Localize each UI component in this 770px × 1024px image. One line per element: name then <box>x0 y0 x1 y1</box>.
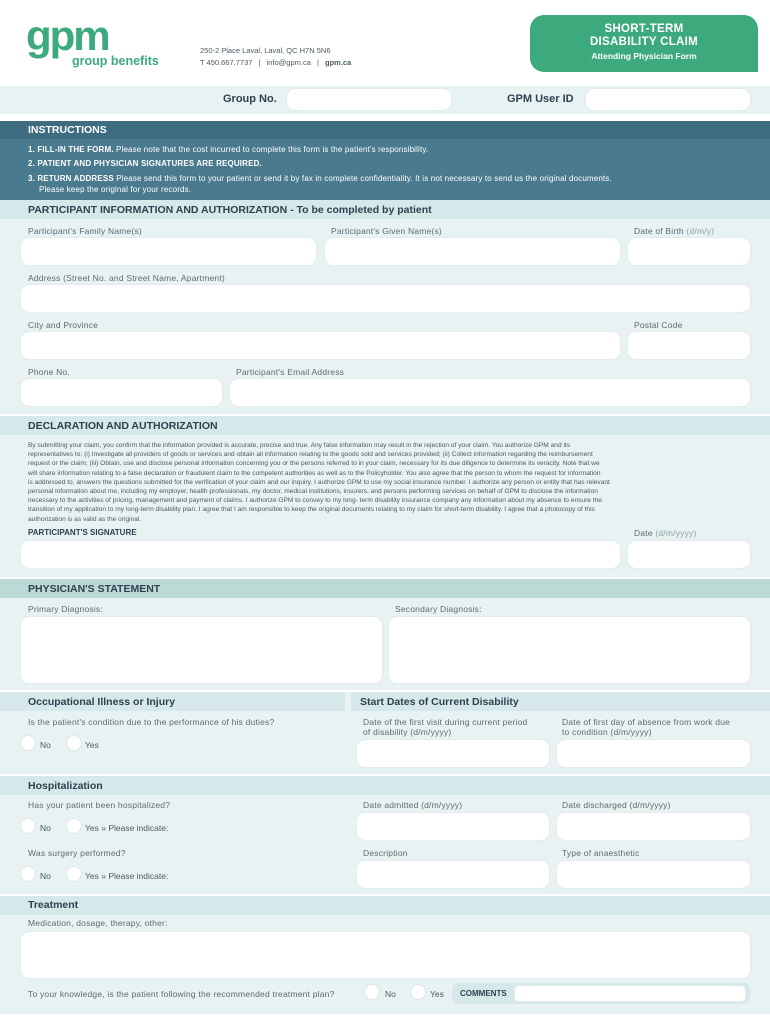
treatment-no-radio[interactable] <box>364 984 380 1000</box>
family-name-label: Participant's Family Name(s) <box>28 226 142 236</box>
surgery-no-label: No <box>40 871 51 881</box>
dob-label-text: Date of Birth <box>634 226 684 236</box>
group-no-field[interactable] <box>286 88 452 111</box>
instruction-2-bold: 2. PATIENT AND PHYSICIAN SIGNATURES ARE REQUIRED. <box>28 159 262 168</box>
first-visit-label <box>363 717 527 737</box>
logo-subtitle: group benefits <box>72 54 159 68</box>
participant-title: PARTICIPANT INFORMATION AND AUTHORIZATION - To be completed by patient <box>28 204 432 216</box>
hospitalized-no-label: No <box>40 823 51 833</box>
contact-phone: T 450.667.7737 <box>200 58 253 67</box>
declaration-date-label <box>634 528 697 538</box>
given-name-label: Participant's Given Name(s) <box>331 226 442 236</box>
discharged-field[interactable] <box>556 812 751 841</box>
treatment-no-label: No <box>385 989 396 999</box>
hospitalization-title-band <box>0 776 770 795</box>
email-field[interactable] <box>229 378 751 407</box>
first-visit-field[interactable] <box>356 739 550 768</box>
phone-label: Phone No. <box>28 367 70 377</box>
city-label: City and Province <box>28 320 99 330</box>
treatment-yes-label: Yes <box>430 989 444 999</box>
address-field[interactable] <box>20 284 751 313</box>
surgery-question: Was surgery performed? <box>28 848 126 858</box>
surgery-no-radio[interactable] <box>20 866 36 882</box>
dob-label <box>634 226 714 236</box>
hospitalized-yes-label: Yes » Please indicate: <box>85 823 169 833</box>
anaesthetic-field[interactable] <box>556 860 751 889</box>
company-address: 250-2 Place Laval, Laval, QC H7N 5N6 <box>200 46 331 55</box>
group-no-label: Group No. <box>223 93 277 105</box>
instruction-1 <box>28 145 428 154</box>
physician-title: PHYSICIAN'S STATEMENT <box>28 583 161 595</box>
form-subtitle: Attending Physician Form <box>591 51 697 61</box>
treatment-yes-radio[interactable] <box>410 984 426 1000</box>
form-title-line1: SHORT-TERM <box>604 23 684 35</box>
declaration-date-format: (d/m/yyyy) <box>655 528 697 538</box>
contact-email: info@gpm.ca <box>266 58 311 67</box>
secondary-diagnosis-field[interactable] <box>388 616 751 684</box>
declaration-date-field[interactable] <box>627 540 751 569</box>
address-label: Address (Street No. and Street Name, Apartment) <box>28 273 225 283</box>
user-id-field[interactable] <box>585 88 751 111</box>
postal-field[interactable] <box>627 331 751 360</box>
surgery-yes-label: Yes » Please indicate: <box>85 871 169 881</box>
declaration-line-7: necessary to the activities of pricing, management and payment of claims. I authorize GPM to convey to my long- term disability insurance company any information about my absence to ensure the <box>28 497 602 505</box>
dob-field[interactable] <box>627 237 751 266</box>
signature-field[interactable] <box>20 540 621 569</box>
form-title-tab <box>530 15 758 72</box>
family-name-field[interactable] <box>20 237 317 266</box>
first-visit-label-l1: Date of the first visit during current period <box>363 717 528 727</box>
contact-separator-2: | <box>316 58 319 67</box>
secondary-diagnosis-label: Secondary Diagnosis: <box>395 604 482 614</box>
hospitalized-yes-radio[interactable] <box>66 818 82 834</box>
given-name-field[interactable] <box>324 237 621 266</box>
comments-field[interactable] <box>514 985 746 1002</box>
instruction-3-cont: Please keep the original for your records. <box>39 185 192 194</box>
declaration-line-5: is addressed to, answers the questions submitted for the verification of your claim and our inquiry. I authorize GPM to use my social insurance number. I authorize any person or entity that has relevant <box>28 478 610 486</box>
start-dates-title: Start Dates of Current Disability <box>360 696 519 708</box>
instructions-band <box>0 121 770 139</box>
company-contact <box>200 58 351 67</box>
instruction-1-bold: 1. FILL-IN THE FORM. <box>28 145 114 154</box>
occupational-question: Is the patient's condition due to the performance of his duties? <box>28 717 275 727</box>
declaration-title: DECLARATION AND AUTHORIZATION <box>28 420 218 432</box>
postal-label: Postal Code <box>634 320 683 330</box>
discharged-label: Date discharged (d/m/yyyy) <box>562 800 671 810</box>
admitted-field[interactable] <box>356 812 550 841</box>
occupational-title: Occupational Illness or Injury <box>28 696 176 708</box>
contact-separator: | <box>258 58 261 67</box>
declaration-text <box>28 441 746 524</box>
treatment-plan-question: To your knowledge, is the patient following the recommended treatment plan? <box>28 989 335 999</box>
occupational-yes-radio[interactable] <box>66 735 82 751</box>
description-field[interactable] <box>356 860 550 889</box>
comments-label: COMMENTS <box>460 989 507 998</box>
occupational-no-label: No <box>40 740 51 750</box>
admitted-label: Date admitted (d/m/yyyy) <box>363 800 463 810</box>
declaration-line-8: transition of my application to my long-term disability plan. I agree that I am responsible to keep the original documents relating to my claim for short-term disability. I agree that a photocopy of this <box>28 506 595 514</box>
gpm-logo <box>26 12 166 78</box>
hospitalized-no-radio[interactable] <box>20 818 36 834</box>
medication-field[interactable] <box>20 931 751 979</box>
treatment-title: Treatment <box>28 899 79 911</box>
anaesthetic-label: Type of anaesthetic <box>562 848 640 858</box>
declaration-line-9: authorization is as valid as the original. <box>28 515 142 523</box>
surgery-yes-radio[interactable] <box>66 866 82 882</box>
first-absence-label-l1: Date of first day of absence from work due <box>562 717 731 727</box>
user-id-label: GPM User ID <box>507 93 574 105</box>
instruction-1-text: Please note that the cost incurred to complete this form is the patient's responsibility. <box>116 145 429 154</box>
logo-word: gpm <box>26 12 109 59</box>
description-label: Description <box>363 848 408 858</box>
medication-label: Medication, dosage, therapy, other: <box>28 918 168 928</box>
occupational-yes-label: Yes <box>85 740 99 750</box>
declaration-line-1: By submitting your claim, you confirm that the information provided is accurate, precise and true. Any false information may result in the rejection of your claim. You authorize GPM and its <box>28 442 571 449</box>
city-field[interactable] <box>20 331 621 360</box>
instruction-2 <box>28 159 262 168</box>
dob-format: (d/m/y) <box>686 226 715 236</box>
treatment-title-band <box>0 896 770 915</box>
instruction-3-bold: 3. RETURN ADDRESS <box>28 174 114 183</box>
hospitalized-question: Has your patient been hospitalized? <box>28 800 171 810</box>
form-title-line2: DISABILITY CLAIM <box>589 36 699 48</box>
first-absence-field[interactable] <box>556 739 751 768</box>
instruction-3-text: Please send this form to your patient or send it by fax in complete confidentiality. It is not necessary to send us the original documents. <box>116 174 612 183</box>
primary-diagnosis-field[interactable] <box>20 616 383 684</box>
declaration-line-4: will share information relating to a false declaration or fraudulent claim to the competent authorities as well as to the Policyholder. You also agree that the person to whom the request for information <box>28 469 601 477</box>
first-visit-label-l2: of disability (d/m/yyyy) <box>363 727 452 737</box>
declaration-line-2: representatives to: (i) Investigate all providers of goods or services and obtain all information relating to the goods sold and services provided; (ii) Collect information regarding the reimbursement <box>28 451 593 459</box>
primary-diagnosis-label: Primary Diagnosis: <box>28 604 103 614</box>
declaration-line-3: request or the claim; (iii) Obtain, use and disclose personal information concerning you or the persons referred to in your claim, necessary for its due diligence to determine its veracity. Note that we <box>28 460 600 468</box>
email-label: Participant's Email Address <box>236 367 345 377</box>
declaration-date-text: Date <box>634 528 653 538</box>
first-absence-label-l2: to condition (d/m/yyyy) <box>562 727 652 737</box>
instructions-title: INSTRUCTIONS <box>28 124 107 136</box>
instruction-3 <box>28 174 612 183</box>
contact-web: gpm.ca <box>325 58 352 67</box>
signature-label: PARTICIPANT'S SIGNATURE <box>28 528 137 537</box>
declaration-line-6: personal information about me, including my employer, health professionals, my doctor, medical institutions, insurers, and persons performing services on behalf of GPM to disclose the information <box>28 488 598 496</box>
occupational-no-radio[interactable] <box>20 735 36 751</box>
phone-field[interactable] <box>20 378 223 407</box>
first-absence-label <box>562 717 730 737</box>
hospitalization-title: Hospitalization <box>28 780 103 792</box>
